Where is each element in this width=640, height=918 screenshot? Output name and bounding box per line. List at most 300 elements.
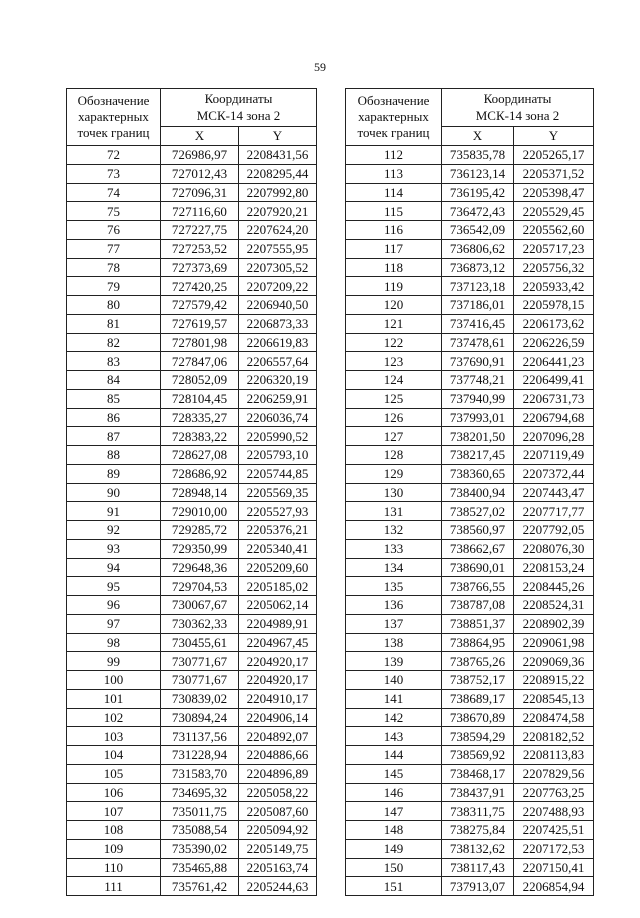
point-number-cell: 81 <box>67 314 161 333</box>
x-coordinate-cell: 729350,99 <box>161 539 239 558</box>
table-row <box>67 202 317 221</box>
table-row <box>67 408 317 427</box>
table-row <box>67 746 317 765</box>
x-column-header: X <box>161 127 239 146</box>
y-column-header: Y <box>514 127 594 146</box>
x-coordinate-cell: 727420,25 <box>161 277 239 296</box>
x-coordinate-cell: 738527,02 <box>442 502 514 521</box>
point-number-cell: 77 <box>67 239 161 258</box>
x-coordinate-cell: 735390,02 <box>161 839 239 858</box>
x-coordinate-cell: 735761,42 <box>161 877 239 896</box>
x-coordinate-cell: 738117,43 <box>442 858 514 877</box>
y-coordinate-cell: 2205058,22 <box>239 783 317 802</box>
table-row <box>67 839 317 858</box>
y-coordinate-cell: 2205398,47 <box>514 183 594 202</box>
x-coordinate-cell: 729704,53 <box>161 577 239 596</box>
x-coordinate-cell: 738560,97 <box>442 521 514 540</box>
point-number-cell: 102 <box>67 708 161 727</box>
x-column-header: X <box>442 127 514 146</box>
table-row <box>67 333 317 352</box>
table-row <box>346 558 594 577</box>
y-coordinate-cell: 2205569,35 <box>239 483 317 502</box>
x-coordinate-cell: 727801,98 <box>161 333 239 352</box>
x-coordinate-cell: 726986,97 <box>161 146 239 165</box>
table-row <box>67 708 317 727</box>
point-number-cell: 118 <box>346 258 442 277</box>
table-row <box>67 258 317 277</box>
table-row <box>346 408 594 427</box>
y-coordinate-cell: 2206226,59 <box>514 333 594 352</box>
table-row <box>346 521 594 540</box>
table-row <box>67 577 317 596</box>
x-coordinate-cell: 727373,69 <box>161 258 239 277</box>
x-coordinate-cell: 728686,92 <box>161 464 239 483</box>
y-coordinate-cell: 2204920,17 <box>239 652 317 671</box>
point-number-cell: 114 <box>346 183 442 202</box>
point-number-cell: 135 <box>346 577 442 596</box>
y-coordinate-cell: 2205087,60 <box>239 802 317 821</box>
x-coordinate-cell: 737416,45 <box>442 314 514 333</box>
y-coordinate-cell: 2205527,93 <box>239 502 317 521</box>
x-coordinate-cell: 737993,01 <box>442 408 514 427</box>
point-number-cell: 92 <box>67 521 161 540</box>
x-coordinate-cell: 729285,72 <box>161 521 239 540</box>
y-coordinate-cell: 2207763,25 <box>514 783 594 802</box>
y-coordinate-cell: 2206441,23 <box>514 352 594 371</box>
x-coordinate-cell: 730839,02 <box>161 689 239 708</box>
point-number-cell: 104 <box>67 746 161 765</box>
y-coordinate-cell: 2207443,47 <box>514 483 594 502</box>
y-coordinate-cell: 2207624,20 <box>239 221 317 240</box>
x-coordinate-cell: 738217,45 <box>442 446 514 465</box>
x-coordinate-cell: 737913,07 <box>442 877 514 896</box>
x-coordinate-cell: 728948,14 <box>161 483 239 502</box>
x-coordinate-cell: 729648,36 <box>161 558 239 577</box>
point-number-cell: 112 <box>346 146 442 165</box>
point-number-cell: 101 <box>67 689 161 708</box>
table-row <box>346 783 594 802</box>
y-coordinate-cell: 2204910,17 <box>239 689 317 708</box>
y-coordinate-cell: 2205265,17 <box>514 146 594 165</box>
x-coordinate-cell: 727012,43 <box>161 164 239 183</box>
x-coordinate-cell: 737748,21 <box>442 371 514 390</box>
y-coordinate-cell: 2208113,83 <box>514 746 594 765</box>
table-row <box>67 727 317 746</box>
table-row <box>67 858 317 877</box>
table-row <box>67 614 317 633</box>
x-coordinate-cell: 727847,06 <box>161 352 239 371</box>
x-coordinate-cell: 738437,91 <box>442 783 514 802</box>
table-row <box>346 802 594 821</box>
point-number-cell: 97 <box>67 614 161 633</box>
table-row <box>67 371 317 390</box>
table-row <box>346 183 594 202</box>
x-coordinate-cell: 727253,52 <box>161 239 239 258</box>
point-number-cell: 90 <box>67 483 161 502</box>
point-number-cell: 126 <box>346 408 442 427</box>
point-number-cell: 88 <box>67 446 161 465</box>
y-coordinate-cell: 2207555,95 <box>239 239 317 258</box>
x-coordinate-cell: 738468,17 <box>442 764 514 783</box>
point-number-cell: 109 <box>67 839 161 858</box>
table-row <box>67 164 317 183</box>
table-row <box>346 652 594 671</box>
point-number-cell: 87 <box>67 427 161 446</box>
y-coordinate-cell: 2205371,52 <box>514 164 594 183</box>
y-coordinate-cell: 2205978,15 <box>514 296 594 315</box>
point-number-cell: 115 <box>346 202 442 221</box>
x-coordinate-cell: 738594,29 <box>442 727 514 746</box>
table-row <box>67 314 317 333</box>
y-coordinate-cell: 2206557,64 <box>239 352 317 371</box>
point-number-cell: 116 <box>346 221 442 240</box>
y-coordinate-cell: 2205933,42 <box>514 277 594 296</box>
y-coordinate-cell: 2206259,91 <box>239 389 317 408</box>
table-row <box>346 764 594 783</box>
y-coordinate-cell: 2204906,14 <box>239 708 317 727</box>
x-coordinate-cell: 730771,67 <box>161 671 239 690</box>
y-coordinate-cell: 2205185,02 <box>239 577 317 596</box>
x-coordinate-cell: 735088,54 <box>161 821 239 840</box>
x-coordinate-cell: 738311,75 <box>442 802 514 821</box>
point-number-cell: 73 <box>67 164 161 183</box>
table-row <box>346 221 594 240</box>
y-coordinate-cell: 2208545,13 <box>514 689 594 708</box>
y-coordinate-cell: 2207209,22 <box>239 277 317 296</box>
table-row <box>346 821 594 840</box>
point-number-cell: 85 <box>67 389 161 408</box>
x-coordinate-cell: 734695,32 <box>161 783 239 802</box>
point-number-cell: 99 <box>67 652 161 671</box>
point-number-cell: 148 <box>346 821 442 840</box>
point-number-cell: 117 <box>346 239 442 258</box>
point-number-cell: 96 <box>67 596 161 615</box>
point-number-cell: 127 <box>346 427 442 446</box>
y-coordinate-cell: 2204896,89 <box>239 764 317 783</box>
x-coordinate-cell: 727227,75 <box>161 221 239 240</box>
y-coordinate-cell: 2207717,77 <box>514 502 594 521</box>
table-row <box>67 389 317 408</box>
table-row <box>346 446 594 465</box>
x-coordinate-cell: 737123,18 <box>442 277 514 296</box>
table-row <box>346 296 594 315</box>
x-coordinate-cell: 735011,75 <box>161 802 239 821</box>
y-coordinate-cell: 2208431,56 <box>239 146 317 165</box>
point-number-cell: 107 <box>67 802 161 821</box>
table-row <box>346 202 594 221</box>
point-number-cell: 142 <box>346 708 442 727</box>
point-number-cell: 122 <box>346 333 442 352</box>
table-row <box>346 539 594 558</box>
table-row <box>67 521 317 540</box>
x-coordinate-cell: 727096,31 <box>161 183 239 202</box>
table-row <box>346 614 594 633</box>
y-coordinate-cell: 2205094,92 <box>239 821 317 840</box>
table-row <box>67 277 317 296</box>
x-coordinate-cell: 736542,09 <box>442 221 514 240</box>
x-coordinate-cell: 731583,70 <box>161 764 239 783</box>
y-coordinate-cell: 2205793,10 <box>239 446 317 465</box>
table-row <box>346 858 594 877</box>
table-row <box>67 783 317 802</box>
point-number-cell: 119 <box>346 277 442 296</box>
y-coordinate-cell: 2207992,80 <box>239 183 317 202</box>
x-coordinate-cell: 738765,26 <box>442 652 514 671</box>
x-coordinate-cell: 728335,27 <box>161 408 239 427</box>
point-number-cell: 123 <box>346 352 442 371</box>
table-row <box>346 746 594 765</box>
point-number-cell: 145 <box>346 764 442 783</box>
table-row <box>346 277 594 296</box>
y-coordinate-cell: 2207829,56 <box>514 764 594 783</box>
y-coordinate-cell: 2204886,66 <box>239 746 317 765</box>
y-coordinate-cell: 2208153,24 <box>514 558 594 577</box>
point-number-cell: 113 <box>346 164 442 183</box>
table-row <box>346 839 594 858</box>
table-row <box>67 221 317 240</box>
coordinates-table-right <box>345 88 594 896</box>
point-column-header: Обозначение характерных точек границ <box>346 89 442 146</box>
y-coordinate-cell: 2208524,31 <box>514 596 594 615</box>
point-number-cell: 129 <box>346 464 442 483</box>
point-number-cell: 124 <box>346 371 442 390</box>
point-number-cell: 137 <box>346 614 442 633</box>
x-coordinate-cell: 736195,42 <box>442 183 514 202</box>
x-coordinate-cell: 738864,95 <box>442 633 514 652</box>
x-coordinate-cell: 738132,62 <box>442 839 514 858</box>
point-number-cell: 72 <box>67 146 161 165</box>
table-row <box>67 296 317 315</box>
y-coordinate-cell: 2205717,23 <box>514 239 594 258</box>
y-coordinate-cell: 2206173,62 <box>514 314 594 333</box>
y-coordinate-cell: 2208295,44 <box>239 164 317 183</box>
x-coordinate-cell: 738201,50 <box>442 427 514 446</box>
x-coordinate-cell: 738360,65 <box>442 464 514 483</box>
point-number-cell: 75 <box>67 202 161 221</box>
x-coordinate-cell: 727619,57 <box>161 314 239 333</box>
x-coordinate-cell: 738569,92 <box>442 746 514 765</box>
y-coordinate-cell: 2207150,41 <box>514 858 594 877</box>
table-row <box>346 577 594 596</box>
coordinates-title: Координаты <box>204 91 273 107</box>
table-row <box>346 671 594 690</box>
point-number-cell: 130 <box>346 483 442 502</box>
x-coordinate-cell: 738851,37 <box>442 614 514 633</box>
y-coordinate-cell: 2208474,58 <box>514 708 594 727</box>
x-coordinate-cell: 738275,84 <box>442 821 514 840</box>
x-coordinate-cell: 730455,61 <box>161 633 239 652</box>
point-number-cell: 133 <box>346 539 442 558</box>
point-number-cell: 103 <box>67 727 161 746</box>
y-coordinate-cell: 2205149,75 <box>239 839 317 858</box>
x-coordinate-cell: 727579,42 <box>161 296 239 315</box>
point-number-cell: 80 <box>67 296 161 315</box>
y-coordinate-cell: 2205744,85 <box>239 464 317 483</box>
y-coordinate-cell: 2207096,28 <box>514 427 594 446</box>
x-coordinate-cell: 737940,99 <box>442 389 514 408</box>
point-column-header: Обозначение характерных точек границ <box>67 89 161 146</box>
point-number-cell: 79 <box>67 277 161 296</box>
y-coordinate-cell: 2205990,52 <box>239 427 317 446</box>
table-row <box>346 633 594 652</box>
coordinates-header <box>442 89 594 127</box>
table-row <box>346 164 594 183</box>
table-row <box>67 802 317 821</box>
point-number-cell: 149 <box>346 839 442 858</box>
y-coordinate-cell: 2206854,94 <box>514 877 594 896</box>
table-row <box>67 764 317 783</box>
y-coordinate-cell: 2206499,41 <box>514 371 594 390</box>
point-number-cell: 136 <box>346 596 442 615</box>
point-number-cell: 106 <box>67 783 161 802</box>
point-number-cell: 100 <box>67 671 161 690</box>
table-row <box>346 689 594 708</box>
x-coordinate-cell: 729010,00 <box>161 502 239 521</box>
x-coordinate-cell: 730067,67 <box>161 596 239 615</box>
table-row <box>346 314 594 333</box>
point-number-cell: 83 <box>67 352 161 371</box>
point-number-cell: 131 <box>346 502 442 521</box>
point-number-cell: 74 <box>67 183 161 202</box>
point-number-cell: 121 <box>346 314 442 333</box>
x-coordinate-cell: 737478,61 <box>442 333 514 352</box>
table-row <box>67 239 317 258</box>
point-number-cell: 98 <box>67 633 161 652</box>
coordinate-system-label: МСК-14 зона 2 <box>475 107 560 123</box>
table-row <box>346 464 594 483</box>
x-coordinate-cell: 731228,94 <box>161 746 239 765</box>
x-coordinate-cell: 738662,67 <box>442 539 514 558</box>
point-number-cell: 138 <box>346 633 442 652</box>
point-number-cell: 82 <box>67 333 161 352</box>
x-coordinate-cell: 737690,91 <box>442 352 514 371</box>
point-number-cell: 128 <box>346 446 442 465</box>
table-row <box>67 671 317 690</box>
y-coordinate-cell: 2207425,51 <box>514 821 594 840</box>
y-coordinate-cell: 2208445,26 <box>514 577 594 596</box>
y-coordinate-cell: 2207372,44 <box>514 464 594 483</box>
y-coordinate-cell: 2207488,93 <box>514 802 594 821</box>
table-row <box>67 483 317 502</box>
y-coordinate-cell: 2208902,39 <box>514 614 594 633</box>
y-coordinate-cell: 2206794,68 <box>514 408 594 427</box>
y-coordinate-cell: 2205340,41 <box>239 539 317 558</box>
point-number-cell: 105 <box>67 764 161 783</box>
table-row <box>346 483 594 502</box>
x-coordinate-cell: 738400,94 <box>442 483 514 502</box>
table-row <box>346 352 594 371</box>
table-row <box>67 633 317 652</box>
table-row <box>67 502 317 521</box>
point-number-cell: 125 <box>346 389 442 408</box>
table-row <box>346 708 594 727</box>
y-coordinate-cell: 2208182,52 <box>514 727 594 746</box>
point-number-cell: 146 <box>346 783 442 802</box>
y-coordinate-cell: 2205209,60 <box>239 558 317 577</box>
point-number-cell: 94 <box>67 558 161 577</box>
table-row <box>346 333 594 352</box>
point-number-cell: 76 <box>67 221 161 240</box>
point-number-cell: 139 <box>346 652 442 671</box>
x-coordinate-cell: 736472,43 <box>442 202 514 221</box>
y-coordinate-cell: 2206873,33 <box>239 314 317 333</box>
point-number-cell: 95 <box>67 577 161 596</box>
table-row <box>346 596 594 615</box>
point-number-cell: 108 <box>67 821 161 840</box>
table-row <box>346 258 594 277</box>
x-coordinate-cell: 730362,33 <box>161 614 239 633</box>
coordinate-system-label: МСК-14 зона 2 <box>196 107 281 123</box>
y-coordinate-cell: 2204920,17 <box>239 671 317 690</box>
y-coordinate-cell: 2207920,21 <box>239 202 317 221</box>
x-coordinate-cell: 728104,45 <box>161 389 239 408</box>
table-row <box>67 821 317 840</box>
x-coordinate-cell: 731137,56 <box>161 727 239 746</box>
y-coordinate-cell: 2207792,05 <box>514 521 594 540</box>
table-row <box>67 652 317 671</box>
x-coordinate-cell: 738689,17 <box>442 689 514 708</box>
point-number-cell: 150 <box>346 858 442 877</box>
point-number-cell: 140 <box>346 671 442 690</box>
table-row <box>346 427 594 446</box>
table-row <box>346 389 594 408</box>
point-number-cell: 78 <box>67 258 161 277</box>
y-coordinate-cell: 2206940,50 <box>239 296 317 315</box>
y-coordinate-cell: 2206036,74 <box>239 408 317 427</box>
coordinates-table-left <box>66 88 317 896</box>
point-number-cell: 93 <box>67 539 161 558</box>
point-number-cell: 91 <box>67 502 161 521</box>
y-coordinate-cell: 2204967,45 <box>239 633 317 652</box>
x-coordinate-cell: 738787,08 <box>442 596 514 615</box>
page-number: 59 <box>314 60 326 74</box>
y-coordinate-cell: 2209061,98 <box>514 633 594 652</box>
y-coordinate-cell: 2208076,30 <box>514 539 594 558</box>
point-number-cell: 89 <box>67 464 161 483</box>
y-coordinate-cell: 2205376,21 <box>239 521 317 540</box>
x-coordinate-cell: 730771,67 <box>161 652 239 671</box>
table-row <box>346 502 594 521</box>
x-coordinate-cell: 728052,09 <box>161 371 239 390</box>
y-coordinate-cell: 2207305,52 <box>239 258 317 277</box>
table-row <box>67 539 317 558</box>
table-row <box>67 427 317 446</box>
y-coordinate-cell: 2206619,83 <box>239 333 317 352</box>
point-number-cell: 132 <box>346 521 442 540</box>
point-number-cell: 147 <box>346 802 442 821</box>
table-row <box>346 239 594 258</box>
x-coordinate-cell: 737186,01 <box>442 296 514 315</box>
y-coordinate-cell: 2205163,74 <box>239 858 317 877</box>
table-row <box>67 877 317 896</box>
x-coordinate-cell: 736873,12 <box>442 258 514 277</box>
table-row <box>346 371 594 390</box>
y-coordinate-cell: 2207119,49 <box>514 446 594 465</box>
x-coordinate-cell: 738766,55 <box>442 577 514 596</box>
point-number-cell: 141 <box>346 689 442 708</box>
table-row <box>67 464 317 483</box>
table-row <box>346 146 594 165</box>
table-row <box>67 146 317 165</box>
x-coordinate-cell: 735835,78 <box>442 146 514 165</box>
point-number-cell: 134 <box>346 558 442 577</box>
table-row <box>67 689 317 708</box>
table-row <box>67 183 317 202</box>
x-coordinate-cell: 730894,24 <box>161 708 239 727</box>
point-number-cell: 86 <box>67 408 161 427</box>
table-row <box>67 352 317 371</box>
y-coordinate-cell: 2209069,36 <box>514 652 594 671</box>
